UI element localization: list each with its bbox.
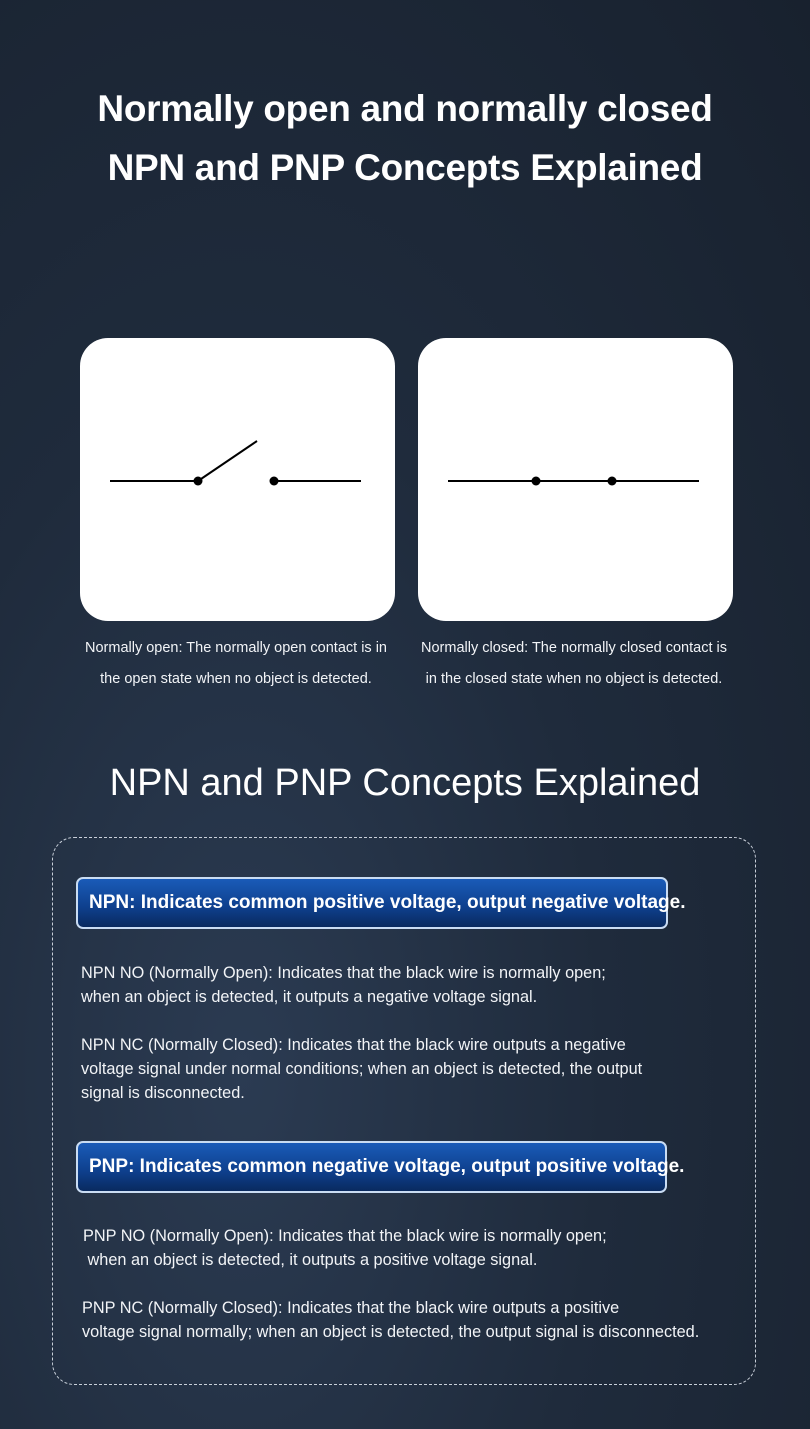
pnp-no-description (83, 1224, 743, 1272)
caption-line: in the closed state when no object is detected. (425, 671, 723, 687)
section-title: NPN and PNP Concepts Explained (109, 762, 701, 804)
normally-open-diagram-card (80, 338, 395, 621)
caption-line: Normally closed: The normally closed contact is (421, 640, 727, 656)
contact-point-left (194, 477, 203, 486)
text-line: when an object is detected, it outputs a positive voltage signal. (83, 1251, 538, 1269)
npn-heading-badge: NPN: Indicates common positive voltage, output negative voltage. (76, 877, 668, 929)
text-line: PNP NO (Normally Open): Indicates that the black wire is normally open; (83, 1227, 607, 1245)
text-line: PNP NC (Normally Closed): Indicates that the black wire outputs a positive (82, 1299, 620, 1317)
caption-line: Normally open: The normally open contact is in (85, 640, 387, 656)
open-contact-lever (198, 441, 257, 481)
npn-no-description (81, 961, 741, 1009)
normally-closed-diagram-card (418, 338, 733, 621)
contact-point-left (532, 477, 541, 486)
text-line: voltage signal under normal conditions; when an object is detected, the output (81, 1060, 643, 1078)
page-title-line1: Normally open and normally closed (97, 88, 713, 129)
caption-line: the open state when no object is detected. (100, 671, 372, 687)
normally-closed-caption (409, 633, 739, 695)
contact-point-right (608, 477, 617, 486)
normally-open-switch-symbol (80, 338, 395, 621)
page-title-line2: NPN and PNP Concepts Explained (107, 147, 703, 188)
normally-open-caption (71, 633, 401, 695)
normally-closed-switch-symbol (418, 338, 733, 621)
pnp-nc-description (82, 1296, 742, 1344)
text-line: when an object is detected, it outputs a negative voltage signal. (81, 988, 538, 1006)
npn-nc-description (81, 1033, 741, 1105)
text-line: NPN NO (Normally Open): Indicates that the black wire is normally open; (81, 964, 606, 982)
pnp-heading-badge: PNP: Indicates common negative voltage, output positive voltage. (76, 1141, 667, 1193)
text-line: signal is disconnected. (81, 1084, 245, 1102)
text-line: voltage signal normally; when an object is detected, the output signal is disconnected. (82, 1323, 700, 1341)
text-line: NPN NC (Normally Closed): Indicates that the black wire outputs a negative (81, 1036, 626, 1054)
